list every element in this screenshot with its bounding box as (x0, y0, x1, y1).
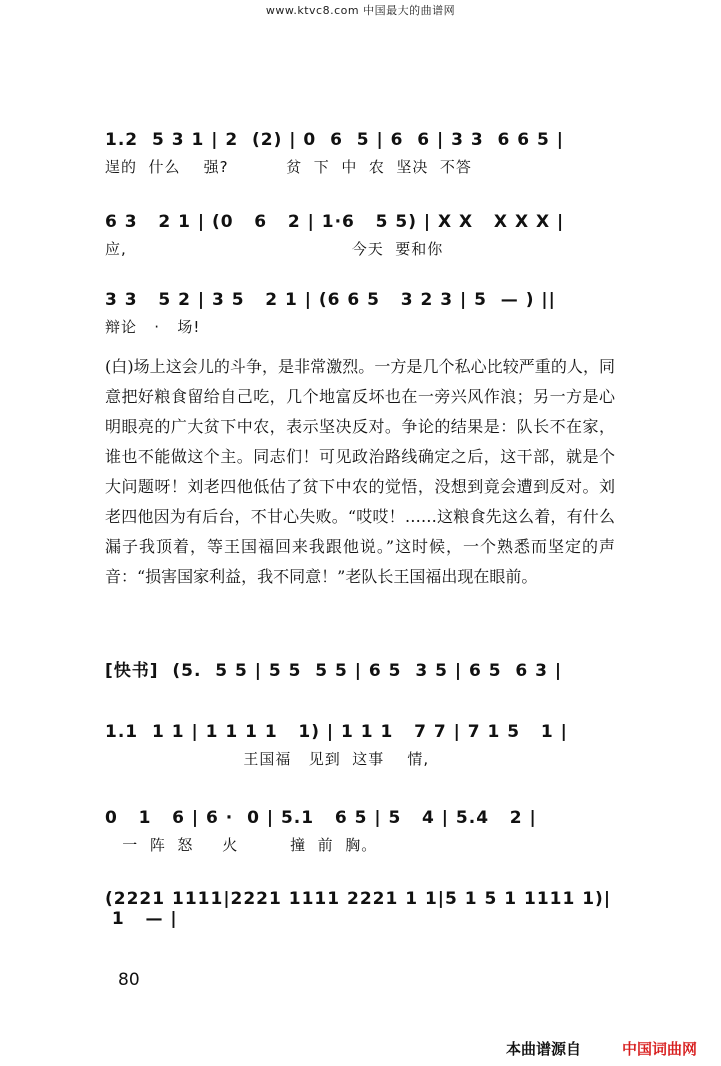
notation-line: (2221 1111|2221 1111 2221 1 1|5 1 5 1 1111 1)| (105, 889, 612, 909)
site-header: www.ktvc8.com 中国最大的曲谱网 (265, 4, 456, 17)
lyrics-line: 辩论 · 场! (105, 318, 201, 336)
lyrics-line: 逞的 什么 强? 贫 下 中 农 坚决 不答 (105, 158, 472, 176)
lyrics-line: 王国福 见到 这事 情, (105, 750, 430, 768)
narration-paragraph: (白)场上这会儿的斗争，是非常激烈。一方是几个私心比较严重的人，同意把好粮食留给自己吃，几个地富反坏也在一旁兴风作浪；另一方是心明眼亮的广大贫下中农，表示坚决反对。争论的结果是：队长不在家，谁也不能做这个主。同志们！可见政治路线确定之后，这干部，就是个大问题呀！刘老四他低估了贫下中农的觉悟，没想到竟会遭到反对。刘老四他因为有后台，不甘心失败。“哎哎！……这粮食先这么着，有什么漏子我顶着，等王国福回来我跟他说。”这时候，一个熟悉而坚定的声音：“损害国家利益，我不同意！”老队长王国福出现在眼前。 (105, 357, 615, 586)
score-row (105, 889, 615, 929)
score-row (105, 212, 615, 259)
score-row (105, 656, 615, 687)
notation-line: 1.2 5 3 1 | 2 (2) | 0 6 5 | 6 6 | 3 3 6 6 5 | (105, 130, 565, 150)
lyrics-line: 一 阵 怒 火 撞 前 胸。 (105, 836, 378, 854)
notation-line: 6 3 2 1 | (0 6 2 | 1·6 5 5) | X X X X X | (105, 212, 565, 232)
score-row (105, 722, 615, 769)
notation-line: 1.1 1 1 | 1 1 1 1 1) | 1 1 1 7 7 | 7 1 5 1 | (105, 722, 568, 742)
score-row (105, 808, 615, 855)
notation-line-tail: 1 — | (105, 909, 178, 929)
notation-line: 3 3 5 2 | 3 5 2 1 | (6 6 5 3 2 3 | 5 — ) || (105, 290, 556, 310)
source-label: 本曲谱源自 (506, 1040, 582, 1058)
score-row (105, 290, 615, 337)
lyrics-line: 应, 今天 要和你 (105, 240, 444, 258)
notation-line: 0 1 6 | 6 · 0 | 5.1 6 5 | 5 4 | 5.4 2 | (105, 808, 537, 828)
notation-line: [快书] (5. 5 5 | 5 5 5 5 | 6 5 3 5 | 6 5 6 3 | (105, 661, 563, 681)
page-number: 80 (118, 970, 140, 990)
score-row (105, 130, 615, 177)
site-name: 中国词曲网 (622, 1040, 698, 1058)
